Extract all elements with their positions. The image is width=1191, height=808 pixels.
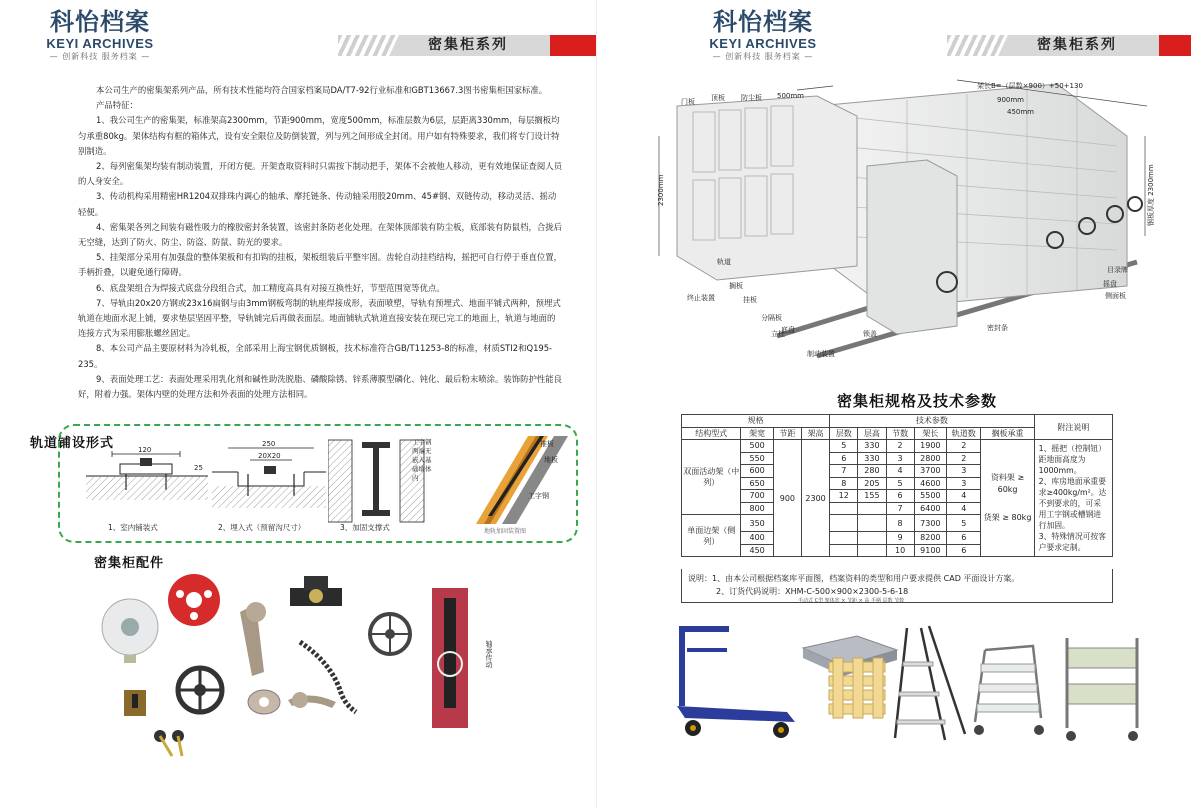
dim-height: 2300mm xyxy=(657,174,665,206)
layers-cell: 8 xyxy=(830,477,858,490)
note-code-breakdown: 手动式 C型 架体宽 × 节距 × 高 手柄 层数 节数 xyxy=(798,598,905,604)
width-cell: 500 xyxy=(741,440,773,453)
sections-cell: 8 xyxy=(886,515,914,532)
layers-cell: 7 xyxy=(830,465,858,478)
track-section-title: 轨道铺设形式 xyxy=(30,436,115,451)
col-header: 搁板承重 xyxy=(981,427,1034,440)
col-header: 层数 xyxy=(830,427,858,440)
width-cell: 550 xyxy=(741,452,773,465)
feature-item: 2、每列密集架均装有制动装置，开闭方便。开架查取资料时只需按下制动把手，架体不会被他人移动，更有效地保证查阅人员的人身安全。 xyxy=(78,161,562,187)
layer-height-cell: 205 xyxy=(858,477,886,490)
layer-height-cell: 155 xyxy=(858,490,886,503)
feature-item: 6、底盘架组合为焊接式底盘分段组合式，加工精度高具有对接互换性好，节型范围宽等优点。 xyxy=(96,282,445,293)
col-header: 架宽 xyxy=(741,427,773,440)
feature-item: 9、表面处理工艺：表面处理采用乳化剂和碱性助洗脱脂、磷酸除锈、锌系薄膜型磷化、钝化、最后粉末喷涂。装饰防护性能良好，附着力强。架体内壁的处理方法和外表面的处理方法相同。 xyxy=(78,373,562,400)
sections-cell: 3 xyxy=(886,452,914,465)
tracks-cell: 2 xyxy=(947,452,981,465)
brand-name-cn: 科怡档案 xyxy=(713,7,813,36)
length-cell: 1900 xyxy=(914,440,946,453)
tracks-cell: 5 xyxy=(947,515,981,532)
label-lock-cover: 锁盖 xyxy=(863,330,877,338)
pitch-cell: 900 xyxy=(773,440,801,557)
tracks-cell: 3 xyxy=(947,477,981,490)
sections-cell: 2 xyxy=(886,440,914,453)
dim-250: 250 xyxy=(262,440,276,448)
brand-slogan: — 创新科技 服务档案 — xyxy=(49,52,151,61)
label-top-board: 顶板 xyxy=(711,94,725,102)
label-shelf: 搁板 xyxy=(729,282,743,290)
length-cell: 9100 xyxy=(914,544,946,557)
sections-cell: 4 xyxy=(886,465,914,478)
label-divider: 分隔板 xyxy=(761,314,782,322)
brand-logo xyxy=(30,8,170,63)
label-door: 门板 xyxy=(681,98,695,106)
remarks-cell: 1、摇把（控制钮）距地面高度为1000mm。 2、库房地面承重要求≥400kg/m²。达不到要求的，可采用工字钢或槽钢进行加固。 3、特殊情况可按客户要求定制。 xyxy=(1034,440,1112,557)
transmission-label: 轴承传动 xyxy=(485,640,493,668)
brand-name-en: KEYI ARCHIVES xyxy=(709,36,817,51)
width-cell: 700 xyxy=(741,490,773,503)
feature-item: 1、我公司生产的密集架，标准架高2300mm，节距900mm，宽度500mm，标准层数为6层，层距离330mm，每层搁板均匀承重80kg。架体结构有框的箱体式，设有安全限位及防倒装置，列与列之间形成全封闭。用户如有特殊要求，我们将专门设计特别制造。 xyxy=(78,115,560,156)
brand-slogan: — 创新科技 服务档案 — xyxy=(712,52,814,61)
col-header: 结构型式 xyxy=(682,427,741,440)
series-banner-right xyxy=(947,35,1191,56)
label-side-panel: 侧面板 xyxy=(1105,292,1126,300)
length-cell: 5500 xyxy=(914,490,946,503)
features-title: 产品特征： xyxy=(96,100,138,111)
series-banner xyxy=(338,35,596,56)
width-cell: 600 xyxy=(741,465,773,478)
cabinet-diagram xyxy=(657,76,1157,376)
feature-item: 3、传动机构采用精密HR1204双排珠内调心的轴承、摩托链条、传动轴采用股20mm、45#钢、双链传动，移动灵活、摇动轻便。 xyxy=(78,191,557,217)
spec-table xyxy=(681,414,1113,557)
label-hand-wheel: 摇盘 xyxy=(1103,280,1117,288)
dim-length-formula: 架长B=（层数×900）+50+130 xyxy=(977,82,1083,90)
length-cell: 8200 xyxy=(914,532,946,545)
track-photo-caption: 地轨加固装置图 xyxy=(484,528,527,535)
height-cell: 2300 xyxy=(801,440,829,557)
col-header: 节数 xyxy=(886,427,914,440)
spec-notes xyxy=(681,569,1113,603)
dim-25: 25 xyxy=(194,464,203,472)
label-brake: 制动装置 xyxy=(807,350,835,358)
equipment-photos xyxy=(667,618,1157,758)
tracks-cell: 2 xyxy=(947,440,981,453)
col-header: 轨道数 xyxy=(947,427,981,440)
sections-cell: 7 xyxy=(886,502,914,515)
spec-header-note: 附注说明 xyxy=(1034,415,1112,440)
brand-logo-right xyxy=(693,8,833,63)
length-cell: 6400 xyxy=(914,502,946,515)
trolley-image xyxy=(677,626,795,738)
spec-title: 密集柜规格及技术参数 xyxy=(837,392,998,410)
length-cell: 7300 xyxy=(914,515,946,532)
label-dust-board: 防尘板 xyxy=(741,94,762,102)
track-diagram-surface xyxy=(82,446,212,516)
label-chassis: 底盘 xyxy=(781,326,795,334)
feature-item: 4、密集架各列之间装有磁性吸力的橡胶密封条装置，该密封条防老化处理。在架体顶部装有防尘板，底部装有防鼠档，合拢后无空缝，达到了防火、防尘、防盗、防鼠、防光的要求。 xyxy=(78,221,562,248)
brand-name-en: KEYI ARCHIVES xyxy=(46,36,154,51)
track-photo xyxy=(458,436,570,524)
feature-item: 7、导轨由20x20方钢或23x16扁钢与由3mm钢板弯制的轨座焊接成形，表面喷塑，导轨有预埋式、地面平铺式两种，预埋式轨道在地面水泥上铺，要求垫层坚固平整，导轨铺完后再做表面层。地面铺轨式轨道直接安装在现已完工的地面上，轨道与地面的连接方式为采用膨胀螺丝固定。 xyxy=(78,297,561,339)
tracks-cell: 6 xyxy=(947,532,981,545)
width-cell: 800 xyxy=(741,502,773,515)
tracks-cell: 4 xyxy=(947,502,981,515)
width-cell: 400 xyxy=(741,532,773,545)
tracks-cell: 6 xyxy=(947,544,981,557)
track-diagram-embedded xyxy=(208,440,328,516)
layers-cell: 12 xyxy=(830,490,858,503)
sections-cell: 9 xyxy=(886,532,914,545)
layers-cell: 5 xyxy=(830,440,858,453)
dim-depth: 500mm xyxy=(777,92,804,100)
track-caption-3: 3、加固支撑式 xyxy=(340,523,390,532)
col-header: 节距 xyxy=(773,427,801,440)
type-double: 双面活动架（中列） xyxy=(682,440,741,515)
label-stop: 终止装置 xyxy=(687,294,715,302)
track-caption-2: 2、埋入式（预留沟尺寸） xyxy=(218,523,306,532)
series-title: 密集柜系列 xyxy=(1037,37,1117,53)
tracks-cell: 4 xyxy=(947,490,981,503)
width-cell: 650 xyxy=(741,477,773,490)
col-header: 层高 xyxy=(858,427,886,440)
intro-text xyxy=(78,83,562,402)
sections-cell: 5 xyxy=(886,477,914,490)
tracks-cell: 3 xyxy=(947,465,981,478)
photo-label-push: 推板 xyxy=(540,440,554,448)
series-title: 密集柜系列 xyxy=(428,37,508,53)
layer-height-cell: 330 xyxy=(858,440,886,453)
dim-total-height: 钢板厚度 2300mm xyxy=(1147,164,1155,226)
label-column: 立柱 xyxy=(771,330,785,338)
brand-name-cn: 科怡档案 xyxy=(50,7,150,36)
feature-item: 5、挂架部分采用有加强盘的整体架板和有扣钩的挂板，架板组装后平整牢固。齿轮自动挂档结构，摇把可自行停于垂直位置，手柄折叠，以避免通行障碍。 xyxy=(78,252,562,278)
dim-half: 450mm xyxy=(1007,108,1034,116)
label-catalog-plate: 目录牌 xyxy=(1107,266,1128,274)
label-seal: 密封条 xyxy=(987,324,1008,332)
col-header: 架长 xyxy=(914,427,946,440)
spec-header-tech: 技术参数 xyxy=(830,415,1035,428)
track-diagrams xyxy=(58,424,578,543)
photo-label-ibeam: 工字钢 xyxy=(528,492,549,500)
length-cell: 4600 xyxy=(914,477,946,490)
label-track: 轨道 xyxy=(717,258,731,266)
length-cell: 2800 xyxy=(914,452,946,465)
note-line-1: 说明：1、由本公司根据档案库平面图，档案资料的类型和用户要求提供 CAD 平面设计方案。 xyxy=(688,574,1020,583)
sections-cell: 6 xyxy=(886,490,914,503)
intro-lead: 本公司生产的密集架系列产品，所有技术性能均符合国家档案局DA/T7-92行业标准和GBT13667.3图书密集柜国家标准。 xyxy=(96,85,548,95)
dim-20x20: 20X20 xyxy=(258,452,281,460)
parts-section-title: 密集柜配件 xyxy=(94,556,165,571)
spec-header-spec: 规格 xyxy=(682,415,830,428)
note-line-2: 2、订货代码说明：XHM-C-500×900×2300-5-6-18 xyxy=(716,587,909,596)
photo-label-floor: 地板 xyxy=(544,456,558,464)
width-cell: 450 xyxy=(741,544,773,557)
dim-pitch: 900mm xyxy=(997,96,1024,104)
label-hanging-board: 挂板 xyxy=(743,296,757,304)
right-page xyxy=(596,0,1191,808)
layers-cell: 6 xyxy=(830,452,858,465)
col-header: 架高 xyxy=(801,427,829,440)
length-cell: 3700 xyxy=(914,465,946,478)
reinforce-note: 工字钢 两端无 嵌入基 础墙体 内 xyxy=(412,438,432,482)
type-single: 单面边架（侧列） xyxy=(682,515,741,557)
feature-item: 8、本公司产品主要原材料为冷轧板，全部采用上海宝钢优质钢板，技术标准符合GB/T11253-8的标准，材质STI2和Q195-235。 xyxy=(78,343,553,369)
load-cell: 资料架 ≥ 60kg 货架 ≥ 80kg xyxy=(981,440,1034,557)
layer-height-cell: 330 xyxy=(858,452,886,465)
width-cell: 350 xyxy=(741,515,773,532)
layer-height-cell: 280 xyxy=(858,465,886,478)
dim-120: 120 xyxy=(138,446,152,454)
sections-cell: 10 xyxy=(886,544,914,557)
track-caption-1: 1、室内铺装式 xyxy=(108,523,158,532)
accessories-photos xyxy=(100,572,480,762)
